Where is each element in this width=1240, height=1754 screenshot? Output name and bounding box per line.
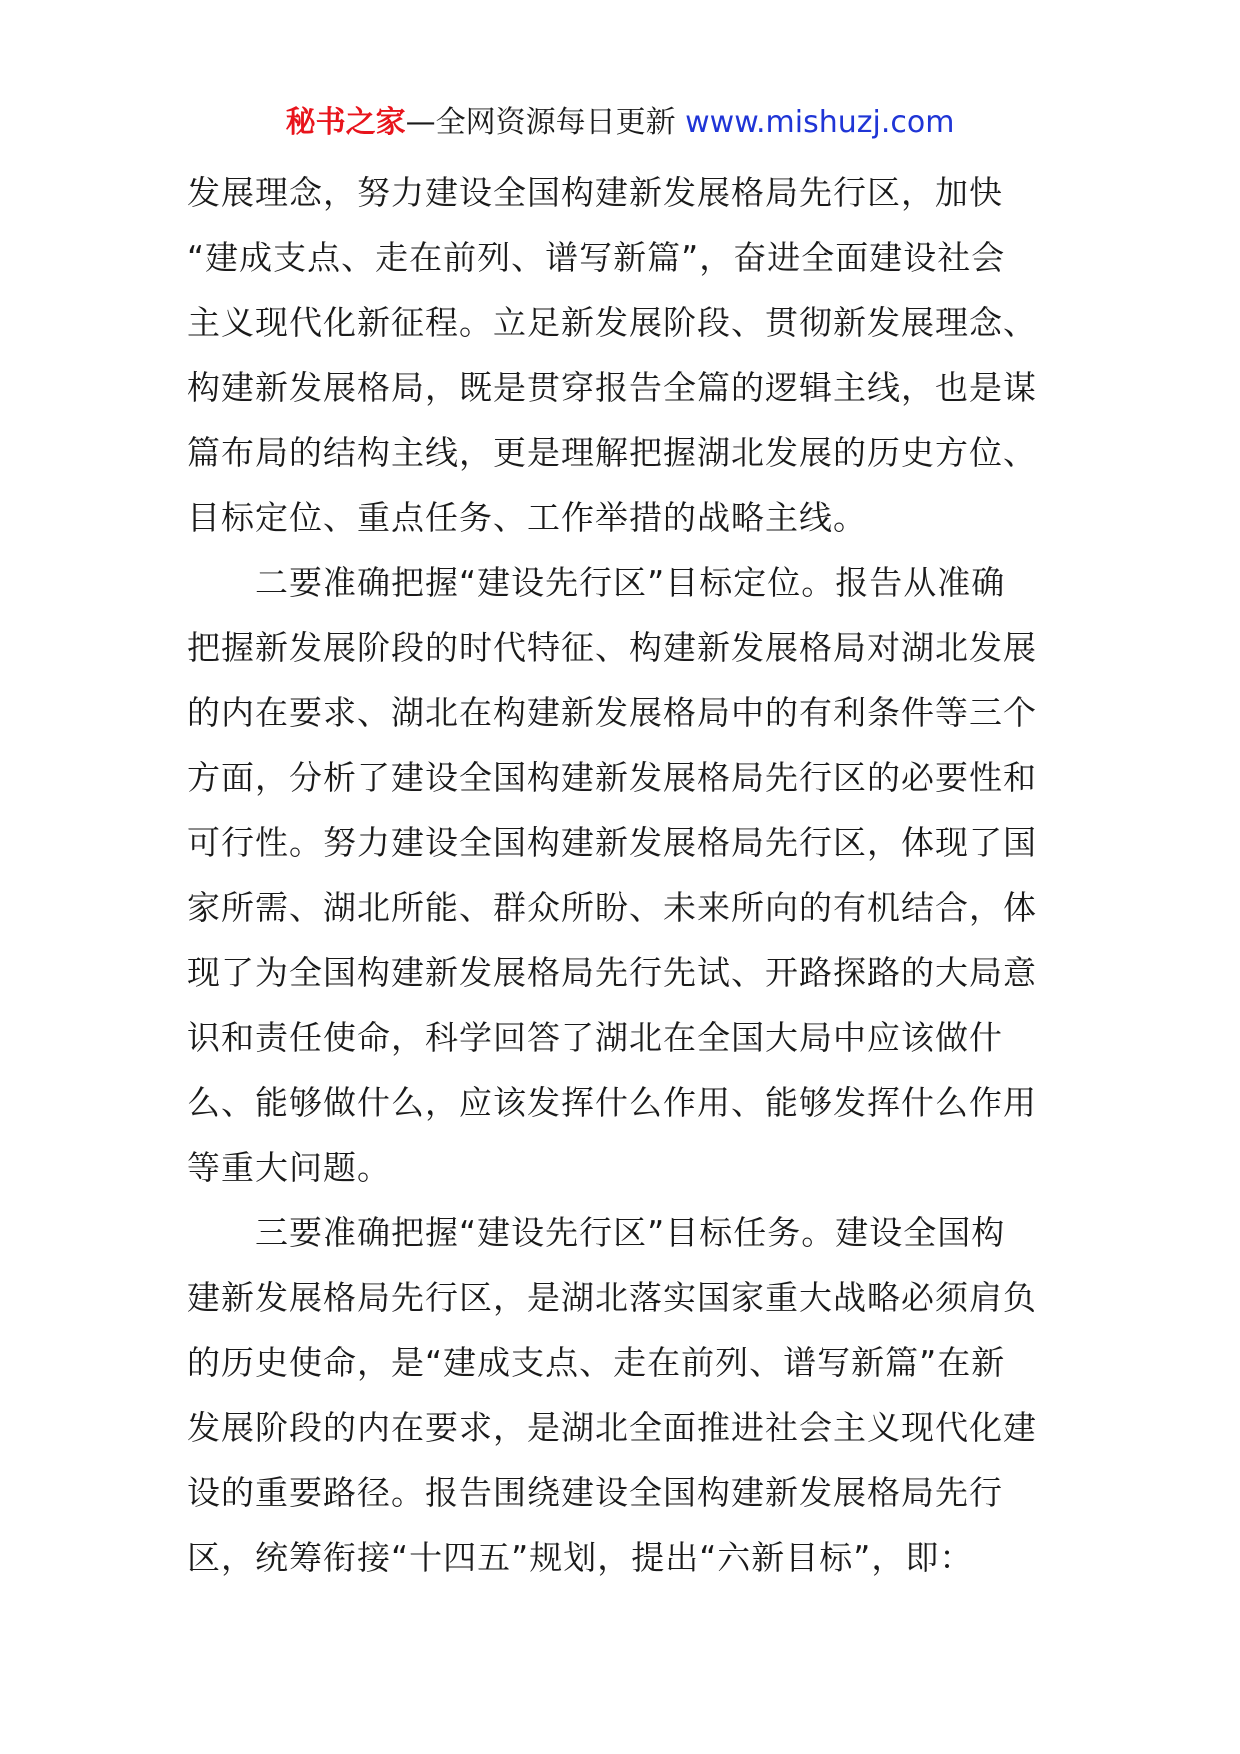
paragraph	[187, 1200, 1067, 1590]
text-line: 家所需、湖北所能、群众所盼、未来所向的有机结合，体	[187, 888, 1037, 927]
text-line: 发展阶段的内在要求，是湖北全面推进社会主义现代化建	[187, 1408, 1037, 1447]
page-header	[0, 98, 1240, 148]
text-line: 识和责任使命，科学回答了湖北在全国大局中应该做什	[187, 1018, 1003, 1057]
text-line: 区，统筹衔接“十四五”规划，提出“六新目标”，即：	[187, 1538, 974, 1577]
text-line: 三要准确把握“建设先行区”目标任务。建设全国构	[255, 1213, 1006, 1252]
paragraph	[187, 550, 1067, 1200]
text-line: 二要准确把握“建设先行区”目标定位。报告从准确	[255, 563, 1006, 602]
text-line: 可行性。努力建设全国构建新发展格局先行区，体现了国	[187, 823, 1037, 862]
text-line: “建成支点、走在前列、谱写新篇”，奋进全面建设社会	[187, 238, 1006, 277]
header-tagline: —全网资源每日更新	[405, 105, 686, 140]
text-line: 建新发展格局先行区，是湖北落实国家重大战略必须肩负	[187, 1278, 1037, 1317]
text-line: 把握新发展阶段的时代特征、构建新发展格局对湖北发展	[187, 628, 1037, 667]
text-line: 现了为全国构建新发展格局先行先试、开路探路的大局意	[187, 953, 1037, 992]
document-body	[187, 160, 1067, 1590]
text-line: 设的重要路径。报告围绕建设全国构建新发展格局先行	[187, 1473, 1003, 1512]
text-line: 等重大问题。	[187, 1148, 391, 1187]
text-line: 主义现代化新征程。立足新发展阶段、贯彻新发展理念、	[187, 303, 1037, 342]
header-site-link[interactable]: www.mishuzj.com	[685, 105, 955, 140]
text-line: 构建新发展格局，既是贯穿报告全篇的逻辑主线，也是谋	[187, 368, 1037, 407]
text-line: 的内在要求、湖北在构建新发展格局中的有利条件等三个	[187, 693, 1037, 732]
header-brand: 秘书之家	[285, 105, 406, 140]
text-line: 的历史使命，是“建成支点、走在前列、谱写新篇”在新	[187, 1343, 1006, 1382]
paragraph	[187, 160, 1067, 550]
text-line: 方面，分析了建设全国构建新发展格局先行区的必要性和	[187, 758, 1037, 797]
text-line: 目标定位、重点任务、工作举措的战略主线。	[187, 498, 867, 537]
text-line: 篇布局的结构主线，更是理解把握湖北发展的历史方位、	[187, 433, 1037, 472]
text-line: 发展理念，努力建设全国构建新发展格局先行区，加快	[187, 173, 1003, 212]
text-line: 么、能够做什么，应该发挥什么作用、能够发挥什么作用	[187, 1083, 1037, 1122]
